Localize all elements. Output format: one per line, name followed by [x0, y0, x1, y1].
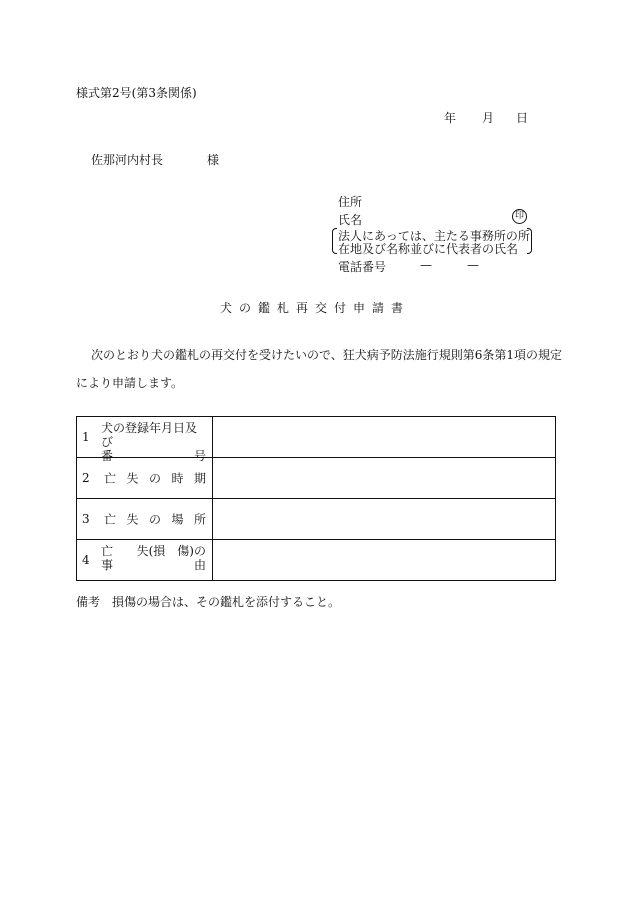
row-number: 4 [82, 553, 90, 567]
row-label-char: 場 [171, 512, 184, 527]
body-text-line1: 次のとおり犬の鑑札の再交付を受けたいので、狂犬病予防法施行規則第6条第1項の規定 [91, 348, 563, 362]
table-row [77, 540, 556, 581]
row-label-char: 失 [126, 471, 139, 486]
date-year-label: 年 [444, 111, 457, 125]
table-row [77, 458, 556, 499]
row-value-field[interactable] [213, 417, 556, 458]
row-label-line1: 犬の登録年月日及び [101, 421, 198, 449]
row-value-field[interactable] [213, 458, 556, 499]
row-label-text [104, 470, 206, 487]
phone-separator-1: — [420, 258, 432, 272]
row-label-line2-right: 号 [193, 449, 206, 463]
right-bracket [527, 228, 532, 254]
row-label-line1-right: 失(損 傷)の [136, 544, 206, 558]
row-label [77, 499, 213, 540]
table-row [77, 417, 556, 458]
form-number: 様式第2号(第3条関係) [76, 86, 197, 100]
seal-mark: 印 [512, 209, 527, 224]
row-label-text [104, 511, 206, 528]
row-number: 3 [82, 512, 90, 526]
address-label: 住所 [338, 195, 363, 209]
left-bracket [332, 228, 337, 254]
row-label-line2-left: 番 [101, 449, 114, 463]
body-text-line2: により申請します。 [76, 376, 184, 390]
table-row [77, 499, 556, 540]
row-number: 2 [82, 471, 90, 485]
date-month-label: 月 [482, 111, 495, 125]
row-label-char: 所 [193, 512, 206, 527]
row-label-line1-left: 亡 [101, 544, 114, 558]
addressee-honorific: 様 [207, 153, 220, 167]
row-label-char: 亡 [104, 512, 117, 527]
row-label-char: 亡 [104, 471, 117, 486]
row-label-char: 時 [171, 471, 184, 486]
application-table [76, 416, 556, 581]
corporate-note [332, 227, 532, 256]
phone-separator-2: — [467, 258, 479, 272]
row-label-line2-left: 事 [101, 558, 114, 572]
addressee-name: 佐那河内村長 [91, 153, 164, 167]
row-label-char: の [148, 512, 161, 527]
phone-label: 電話番号 [338, 260, 387, 274]
name-label: 氏名 [338, 213, 363, 227]
corporate-note-line1: 法人にあっては、主たる事務所の所 [338, 229, 530, 243]
row-value-field[interactable] [213, 540, 556, 581]
corporate-note-line2: 在地及び名称並びに代表者の氏名 [338, 242, 519, 256]
date-day-label: 日 [516, 111, 529, 125]
row-label [77, 417, 213, 463]
row-value-field[interactable] [213, 499, 556, 540]
remarks: 備考 損傷の場合は、その鑑札を添付すること。 [76, 595, 341, 609]
document-title: 犬の鑑札再交付申請書 [219, 301, 410, 315]
row-label-char: 期 [193, 471, 206, 486]
row-number: 1 [82, 430, 90, 444]
row-label [77, 540, 213, 581]
row-label-line2-right: 由 [193, 558, 206, 572]
row-label-char: 失 [126, 512, 139, 527]
row-label [77, 458, 213, 499]
row-label-char: の [148, 471, 161, 486]
